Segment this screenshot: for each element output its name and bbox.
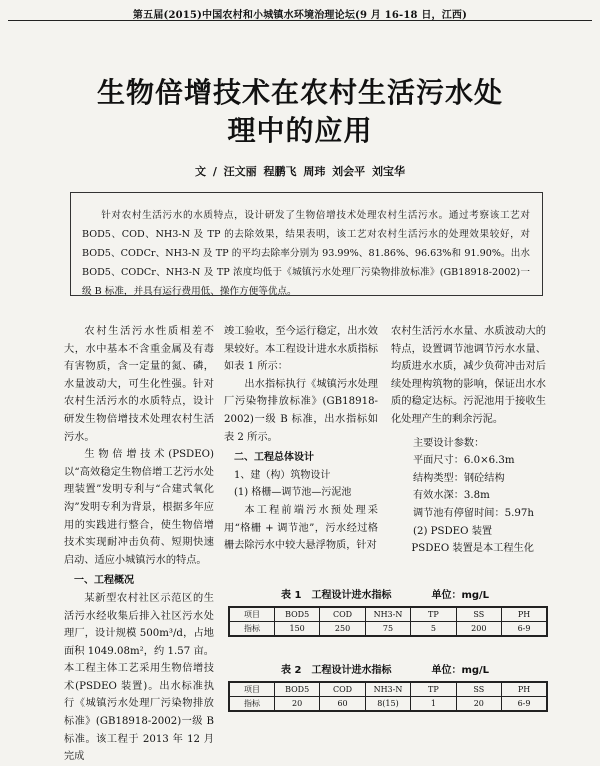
table-cell: 5	[411, 622, 456, 637]
title-line-2: 理中的应用	[227, 114, 373, 147]
table-header-cell: BOD5	[274, 607, 319, 622]
table-cell: 200	[456, 622, 501, 637]
table-row	[229, 622, 547, 637]
table-header-cell: TP	[411, 607, 456, 622]
paragraph: 本工程前端污水预处理采用“格栅 + 调节池”，污水经过格栅去除污水中较大悬浮物质，针对	[224, 504, 378, 552]
design-parameters	[391, 435, 546, 541]
paragraph: 农村生活污水性质相差不大，水中基本不含重金属及有毒有害物质，含一定量的氮、磷，水量波动大，可生化性强。针对农村生活污水的水质特点，设计研发生物倍增技术处理农村生活污水。	[64, 326, 214, 443]
table-row	[229, 697, 547, 712]
table-header-cell: TP	[411, 682, 456, 697]
article-title	[40, 74, 560, 150]
title-line-1: 生物倍增技术在农村生活污水处	[96, 76, 503, 109]
param-item: 结构类型：钢砼结构	[413, 472, 505, 484]
params-title: 主要设计参数：	[413, 437, 485, 449]
paragraph: 出水指标执行《城镇污水处理厂污染物排放标准》(GB18918-2002)一级 B 标准，出水指标如表 2 所示。	[224, 378, 378, 443]
table-header-cell: SS	[456, 607, 501, 622]
table-1-unit: 单位：mg/L	[431, 590, 490, 601]
paragraph: 农村生活污水水量、水质波动大的特点，设置调节池调节污水水量、均质进水水质，减少负荷冲击对后续处理构筑物的影响，保证出水水质的稳定达标。污泥池用于接收生化处理产生的剩余污泥。	[391, 326, 546, 425]
table-cell: 250	[320, 622, 365, 637]
table-cell: 150	[274, 622, 319, 637]
param-item: 平面尺寸：6.0×6.3m	[413, 455, 515, 467]
table-header-cell: SS	[456, 682, 501, 697]
body-column-3	[391, 323, 546, 558]
param-item: 有效水深：3.8m	[413, 490, 490, 502]
table-cell: 20	[274, 697, 319, 712]
running-header: 第五届(2015)中国农村和小城镇水环境治理论坛(9 月 16-18 日，江西)	[132, 9, 468, 21]
table-2	[228, 681, 548, 712]
table-header-cell: BOD5	[274, 682, 319, 697]
subsection-heading: (1) 格栅—调节池—污泥池	[234, 487, 352, 499]
subsection-heading: 1、建（构）筑物设计	[234, 469, 331, 481]
table-cell: 8(15)	[365, 697, 410, 712]
table-cell: 20	[456, 697, 501, 712]
section-heading-design: 二、工程总体设计	[234, 452, 314, 464]
table-cell: 75	[365, 622, 410, 637]
table-cell: 指标	[229, 697, 274, 712]
section-heading-overview: 一、工程概况	[74, 575, 134, 587]
table-header-cell: COD	[320, 682, 365, 697]
table-cell: 6-9	[502, 697, 547, 712]
table-1-title: 表 1 工程设计进水指标	[281, 590, 392, 601]
table-header-row	[229, 607, 547, 622]
table-cell: 6-9	[502, 622, 547, 637]
table-header-cell: NH3-N	[365, 682, 410, 697]
table-1-caption	[225, 586, 540, 601]
table-cell: 60	[320, 697, 365, 712]
body-column-2	[224, 323, 378, 555]
table-2-unit: 单位：mg/L	[431, 665, 490, 676]
author-list: 文 / 汪文丽 程鹏飞 周玮 刘会平 刘宝华	[195, 165, 405, 178]
table-2-caption	[225, 661, 540, 676]
paragraph: 某新型农村社区示范区的生活污水经收集后排入社区污水处理厂，设计规模 500m³/d，占地面积 1049.08m²，约 1.57 亩。本工程主体工艺采用生物倍增技术(PSDEO 装置)。出水标准执行《城镇污水处理厂污染物排放标准》(GB18918-2002)一级 B 标准。该工程于 2013 年 12 月完成	[64, 592, 214, 763]
table-header-row	[229, 682, 547, 697]
table-header-cell: 项目	[229, 607, 274, 622]
paragraph: 生物倍增技术(PSDEO)以“高效稳定生物倍增工艺污水处理装置”发明专利与“合建式氧化沟”发明专利为背景，根据多年应用的实践进行整合，使生物倍增技术实现耐冲击负荷、短期快速启动、适应小城镇污水的特点。	[64, 449, 214, 566]
subsection-heading: (2) PSDEO 装置	[413, 525, 493, 537]
paragraph: 竣工验收，至今运行稳定，出水效果较好。本工程设计进水水质指标如表 1 所示：	[224, 326, 378, 373]
table-cell: 指标	[229, 622, 274, 637]
table-header-cell: 项目	[229, 682, 274, 697]
abstract-text: 针对农村生活污水的水质特点，设计研发了生物倍增技术处理农村生活污水。通过考察该工艺对 BOD5、COD、NH3-N 及 TP 的去除效果，结果表明，该工艺对农村生活污水的处理效果较好，对 BOD5、CODCr、NH3-N 及 TP 的平均去除率分别为 93.99%、81.86%、96.63%和 91.90%。出水 BOD5、CODCr、NH3-N 及 TP 浓度均低于《城镇污水处理厂污染物排放标准》(GB18918-2002)一级 B 标准，并具有运行费用低、操作方便等优点。	[82, 210, 530, 297]
table-header-cell: PH	[502, 607, 547, 622]
paragraph: PSDEO 装置是本工程生化	[411, 543, 534, 555]
table-header-cell: COD	[320, 607, 365, 622]
table-header-cell: PH	[502, 682, 547, 697]
table-1	[228, 606, 548, 637]
header-rule	[8, 20, 592, 21]
table-2-title: 表 2 工程设计进水指标	[281, 665, 392, 676]
table-cell: 1	[411, 697, 456, 712]
table-header-cell: NH3-N	[365, 607, 410, 622]
body-column-1	[64, 323, 214, 766]
param-item: 调节池有停留时间：5.97h	[413, 507, 534, 519]
